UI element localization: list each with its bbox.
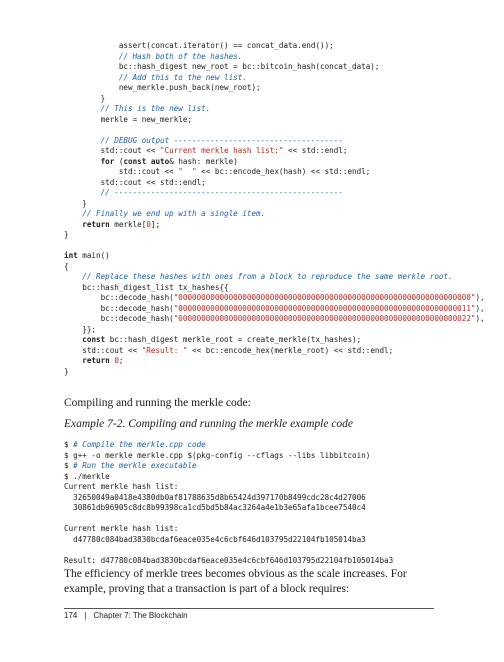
footer-rule <box>64 608 434 609</box>
code-line: $ # Run the merkle executable <box>64 461 197 470</box>
code-line: Current merkle hash list: <box>64 524 179 533</box>
code-line: // Finally we end up with a single item. <box>82 209 266 218</box>
code-listing-merkle-source <box>64 41 485 377</box>
code-line: bc::decode_hash("0000000000000000000000000000000000000000000000000000000000000000"), <box>64 293 485 302</box>
code-line: std::cout << "Current merkle hash list:" << std::endl; <box>64 146 348 155</box>
code-line: } <box>64 198 87 208</box>
code-line: std::cout << "Result: " << bc::encode_hex(merkle_root) << std::endl; <box>64 345 394 355</box>
code-line: // Replace these hashes with ones from a block to reproduce the same merkle root. <box>82 272 453 281</box>
code-line: // This is the new list. <box>100 104 211 113</box>
code-line: bc::hash_digest new_root = bc::bitcoin_hash(concat_data); <box>64 62 380 71</box>
code-line: assert(concat.iterator() == concat_data.end()); <box>64 41 334 50</box>
footer-separator: | <box>84 611 87 620</box>
code-line: // -------------------------------------------------- <box>100 188 343 197</box>
code-line <box>64 125 485 136</box>
code-line: bc::decode_hash("0000000000000000000000000000000000000000000000000000000000000022"), <box>64 314 485 323</box>
code-line: $ # Compile the merkle.cpp code <box>64 440 206 449</box>
code-line: }}; <box>64 324 97 334</box>
code-line: } <box>64 366 69 376</box>
code-line: return merkle[0]; <box>82 219 161 229</box>
code-line: // Add this to the new list. <box>118 72 247 82</box>
code-line: std::cout << std::endl; <box>64 177 206 187</box>
code-line: std::cout << " " << bc::encode_hex(hash) << std::endl; <box>64 167 371 176</box>
paragraph-efficiency: The efficiency of merkle trees becomes obvious as the scale increases. For example, proving that a transaction is part of a block requires: <box>64 568 407 595</box>
code-line: } <box>64 93 106 103</box>
paragraph-compiling-intro: Compiling and running the merkle code: <box>64 397 251 409</box>
code-line: 32650049a0418e4380db0af81788635d8b65424d397170b8499cdc28c4d27006 <box>64 492 366 502</box>
code-line <box>64 514 393 525</box>
code-line: Result: d47780c084bad3830bcdaf6eace035e4c6cbf646d103795d22104fb105014ba3 <box>64 555 394 565</box>
code-line: { <box>64 261 69 271</box>
code-line: for (const auto& hash: merkle) <box>100 156 238 166</box>
code-line: // Hash both of the hashes. <box>118 51 243 61</box>
example-caption: Example 7-2. Compiling and running the merkle example code <box>64 418 354 430</box>
code-line: Current merkle hash list: <box>64 482 179 491</box>
page-footer <box>64 611 188 620</box>
page-number: 174 <box>64 611 78 620</box>
code-line <box>64 241 485 252</box>
code-line: $ ./merkle <box>64 471 110 481</box>
code-line: // DEBUG output ------------------------------------- <box>100 135 343 145</box>
code-line: return 0; <box>82 356 124 365</box>
code-line: merkle = new_merkle; <box>64 114 193 124</box>
code-line <box>64 545 393 556</box>
chapter-title: Chapter 7: The Blockchain <box>93 611 188 620</box>
code-line: int main() <box>64 251 110 260</box>
code-line: new_merkle.push_back(new_root); <box>64 83 261 92</box>
code-line: d47780c084bad3830bcdaf6eace035e4c6cbf646d103795d22104fb105014ba3 <box>64 534 366 544</box>
code-line: $ g++ -o merkle merkle.cpp $(pkg-config --cflags --libs libbitcoin) <box>64 450 371 460</box>
code-line: const bc::hash_digest merkle_root = create_merkle(tx_hashes); <box>82 335 362 344</box>
code-line: } <box>64 230 69 239</box>
code-listing-compile-run <box>64 440 393 566</box>
code-line: bc::decode_hash("0000000000000000000000000000000000000000000000000000000000000011"), <box>64 303 485 313</box>
code-line: bc::hash_digest_list tx_hashes{{ <box>64 282 229 292</box>
code-line: 30861db96905c8dc8b99398ca1cd5bd5b84ac3264a4e1b3e65afa1bcee7540c4 <box>64 503 366 512</box>
